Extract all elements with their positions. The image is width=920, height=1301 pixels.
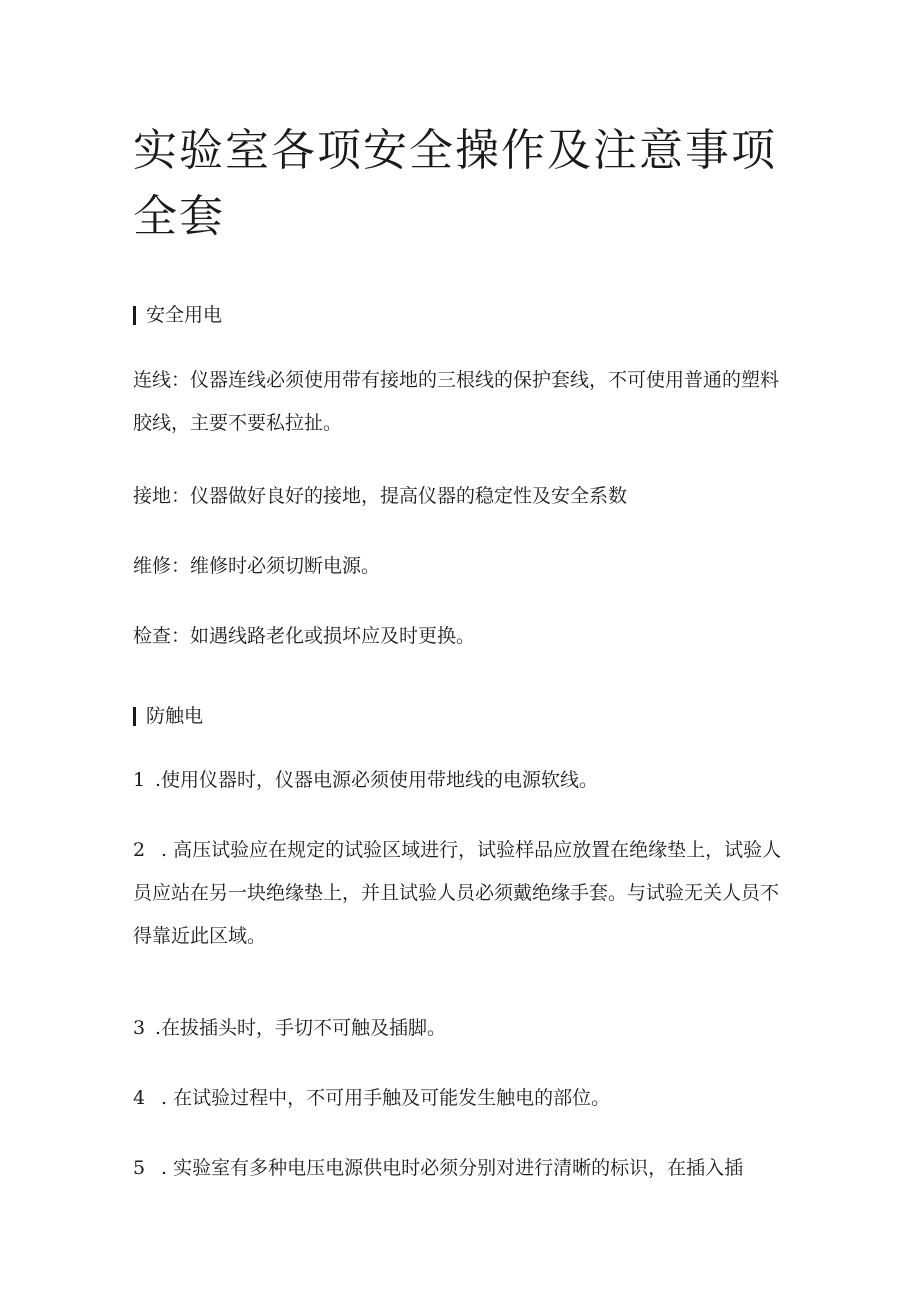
- list-item-text: . 实验室有多种电压电源供电时必须分别对进行清晰的标识，在插入插: [161, 1157, 744, 1179]
- list-item-number: 4: [133, 1087, 146, 1109]
- section-heading-label: 安全用电: [146, 304, 223, 326]
- document-title: 实验室各项安全操作及注意事项全套: [133, 125, 777, 242]
- list-item: [133, 1147, 793, 1190]
- section-heading-anti-shock: [133, 704, 203, 728]
- list-item-number: 2: [133, 839, 146, 861]
- list-item-number: 1: [133, 769, 146, 791]
- section-heading-label: 防触电: [146, 705, 204, 727]
- list-item-number: 3: [133, 1017, 146, 1039]
- paragraph-grounding: 接地：仪器做好良好的接地，提高仪器的稳定性及安全系数: [133, 485, 628, 507]
- heading-marker: [133, 707, 136, 726]
- heading-marker: [133, 306, 136, 325]
- list-item-text: .使用仪器时，仪器电源必须使用带地线的电源软线。: [155, 769, 599, 791]
- paragraph-maintenance: 维修：维修时必须切断电源。: [133, 555, 381, 577]
- paragraph-wiring: 连线：仪器连线必须使用带有接地的三根线的保护套线，不可使用普通的塑料胶线，主要不要私拉扯。: [133, 369, 780, 434]
- list-item: [133, 759, 793, 802]
- section-heading-electrical-safety: [133, 303, 222, 327]
- paragraph-inspection: 检查：如遇线路老化或损坏应及时更换。: [133, 625, 476, 647]
- list-item-text: . 在试验过程中，不可用手触及可能发生触电的部位。: [161, 1087, 611, 1109]
- list-item: [133, 1007, 793, 1050]
- list-item-text: . 高压试验应在规定的试验区域进行，试验样品应放置在绝缘垫上，试验人员应站在另一块绝缘垫上，并且试验人员必须戴绝缘手套。与试验无关人员不得靠近此区域。: [133, 839, 782, 947]
- list-item: [133, 1077, 793, 1120]
- list-item: [133, 829, 793, 958]
- list-item-number: 5: [133, 1157, 146, 1179]
- list-item-text: .在拔插头时，手切不可触及插脚。: [155, 1017, 447, 1039]
